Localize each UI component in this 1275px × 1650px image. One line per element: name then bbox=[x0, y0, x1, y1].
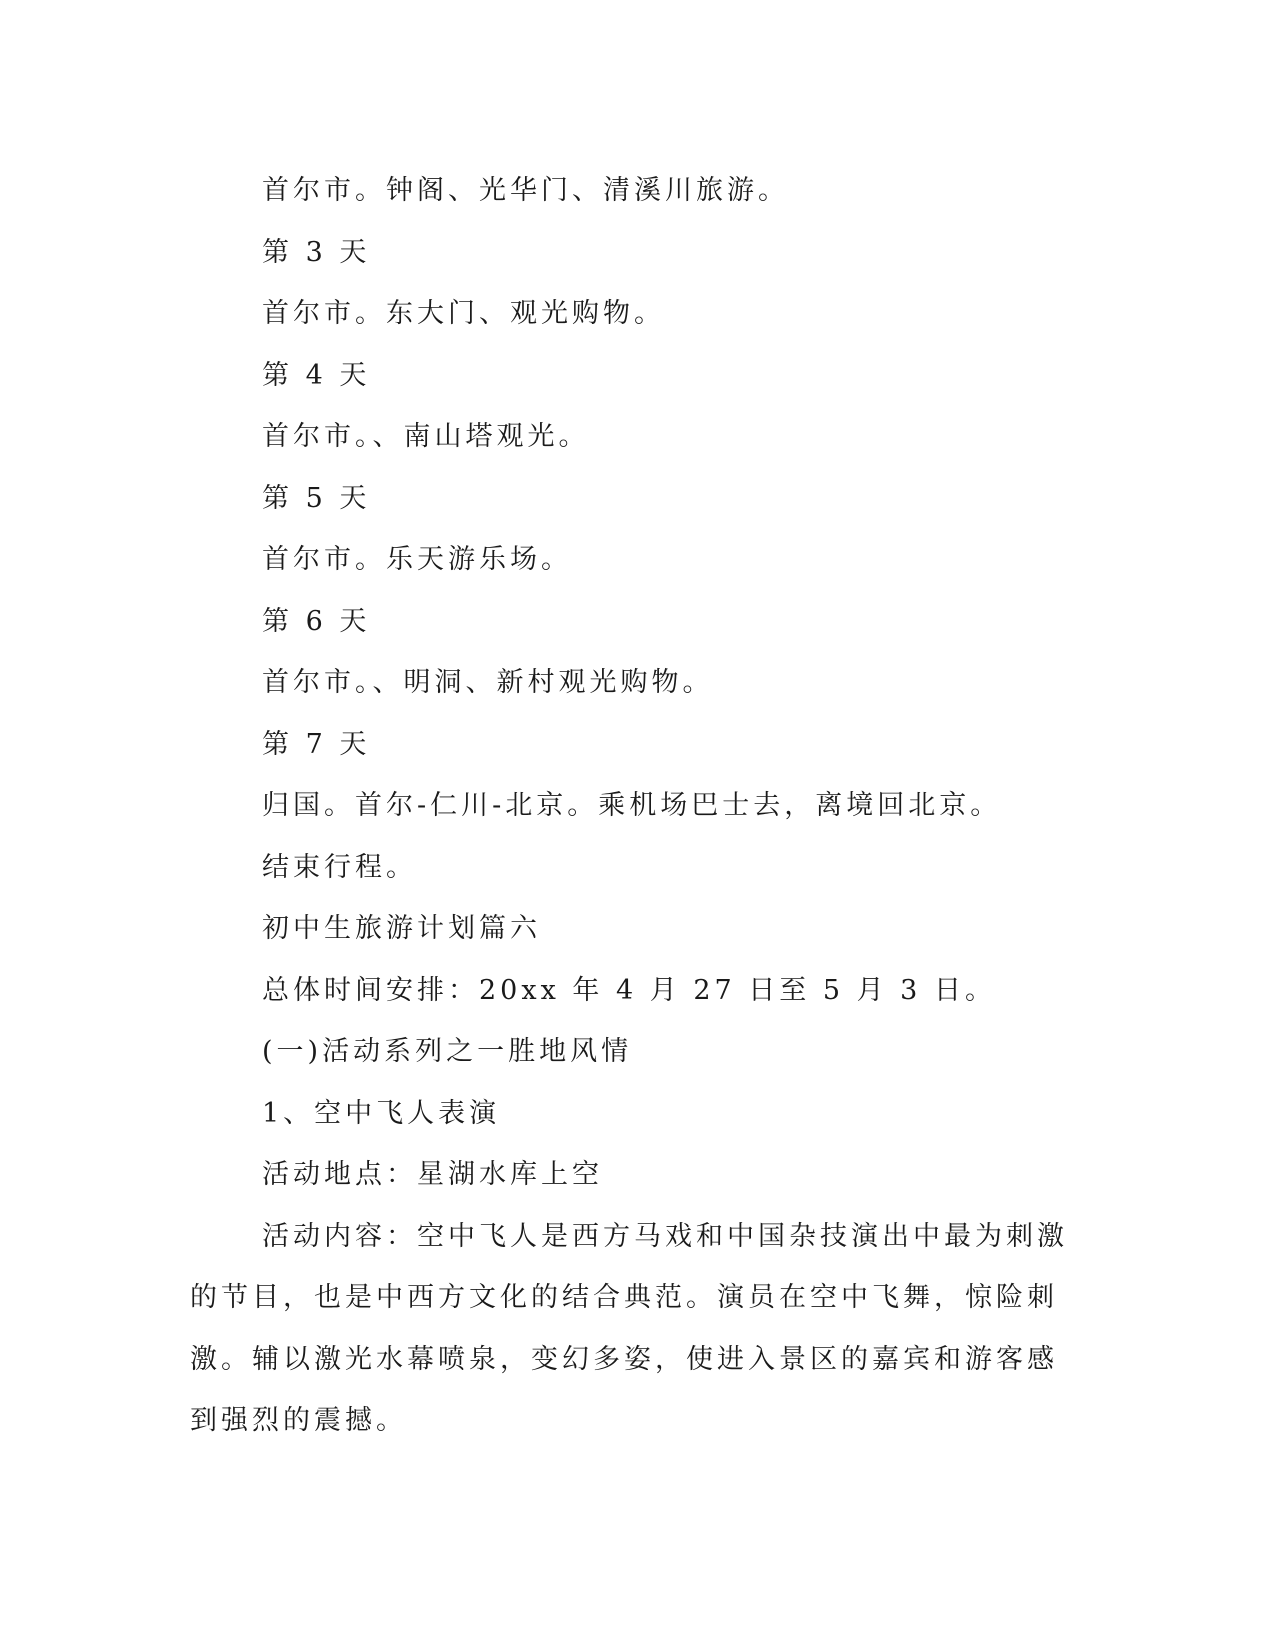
activity-series-heading: (一)活动系列之一胜地风情 bbox=[262, 1036, 633, 1067]
text-line: 首尔市。、南山塔观光。 bbox=[262, 421, 590, 452]
text-line: 首尔市。钟阁、光华门、清溪川旅游。 bbox=[262, 175, 789, 206]
day-heading: 第 3 天 bbox=[262, 236, 371, 268]
schedule-line: 总体时间安排：20xx 年 4 月 27 日至 5 月 3 日。 bbox=[262, 974, 996, 1006]
text-line: 首尔市。乐天游乐场。 bbox=[262, 544, 572, 575]
day-heading: 第 4 天 bbox=[262, 359, 371, 391]
document-body bbox=[190, 160, 1070, 1452]
activity-content-paragraph: 活动内容：空中飞人是西方马戏和中国杂技演出中最为刺激的节目，也是中西方文化的结合典范。演员在空中飞舞，惊险刺激。辅以激光水幕喷泉，变幻多姿，使进入景区的嘉宾和游客感到强烈的震撼。 bbox=[190, 1220, 1068, 1436]
section-title: 初中生旅游计划篇六 bbox=[262, 913, 541, 944]
activity-location: 活动地点：星湖水库上空 bbox=[262, 1159, 603, 1190]
day-heading: 第 6 天 bbox=[262, 605, 371, 637]
text-line: 结束行程。 bbox=[262, 851, 417, 883]
text-line: 归国。首尔-仁川-北京。乘机场巴士去，离境回北京。 bbox=[262, 790, 1002, 821]
activity-item-heading: 1、空中飞人表演 bbox=[262, 1097, 501, 1129]
day-heading: 第 7 天 bbox=[262, 728, 371, 760]
text-line: 首尔市。东大门、观光购物。 bbox=[262, 298, 665, 329]
text-line: 首尔市。、明洞、新村观光购物。 bbox=[262, 667, 714, 698]
day-heading: 第 5 天 bbox=[262, 482, 371, 514]
